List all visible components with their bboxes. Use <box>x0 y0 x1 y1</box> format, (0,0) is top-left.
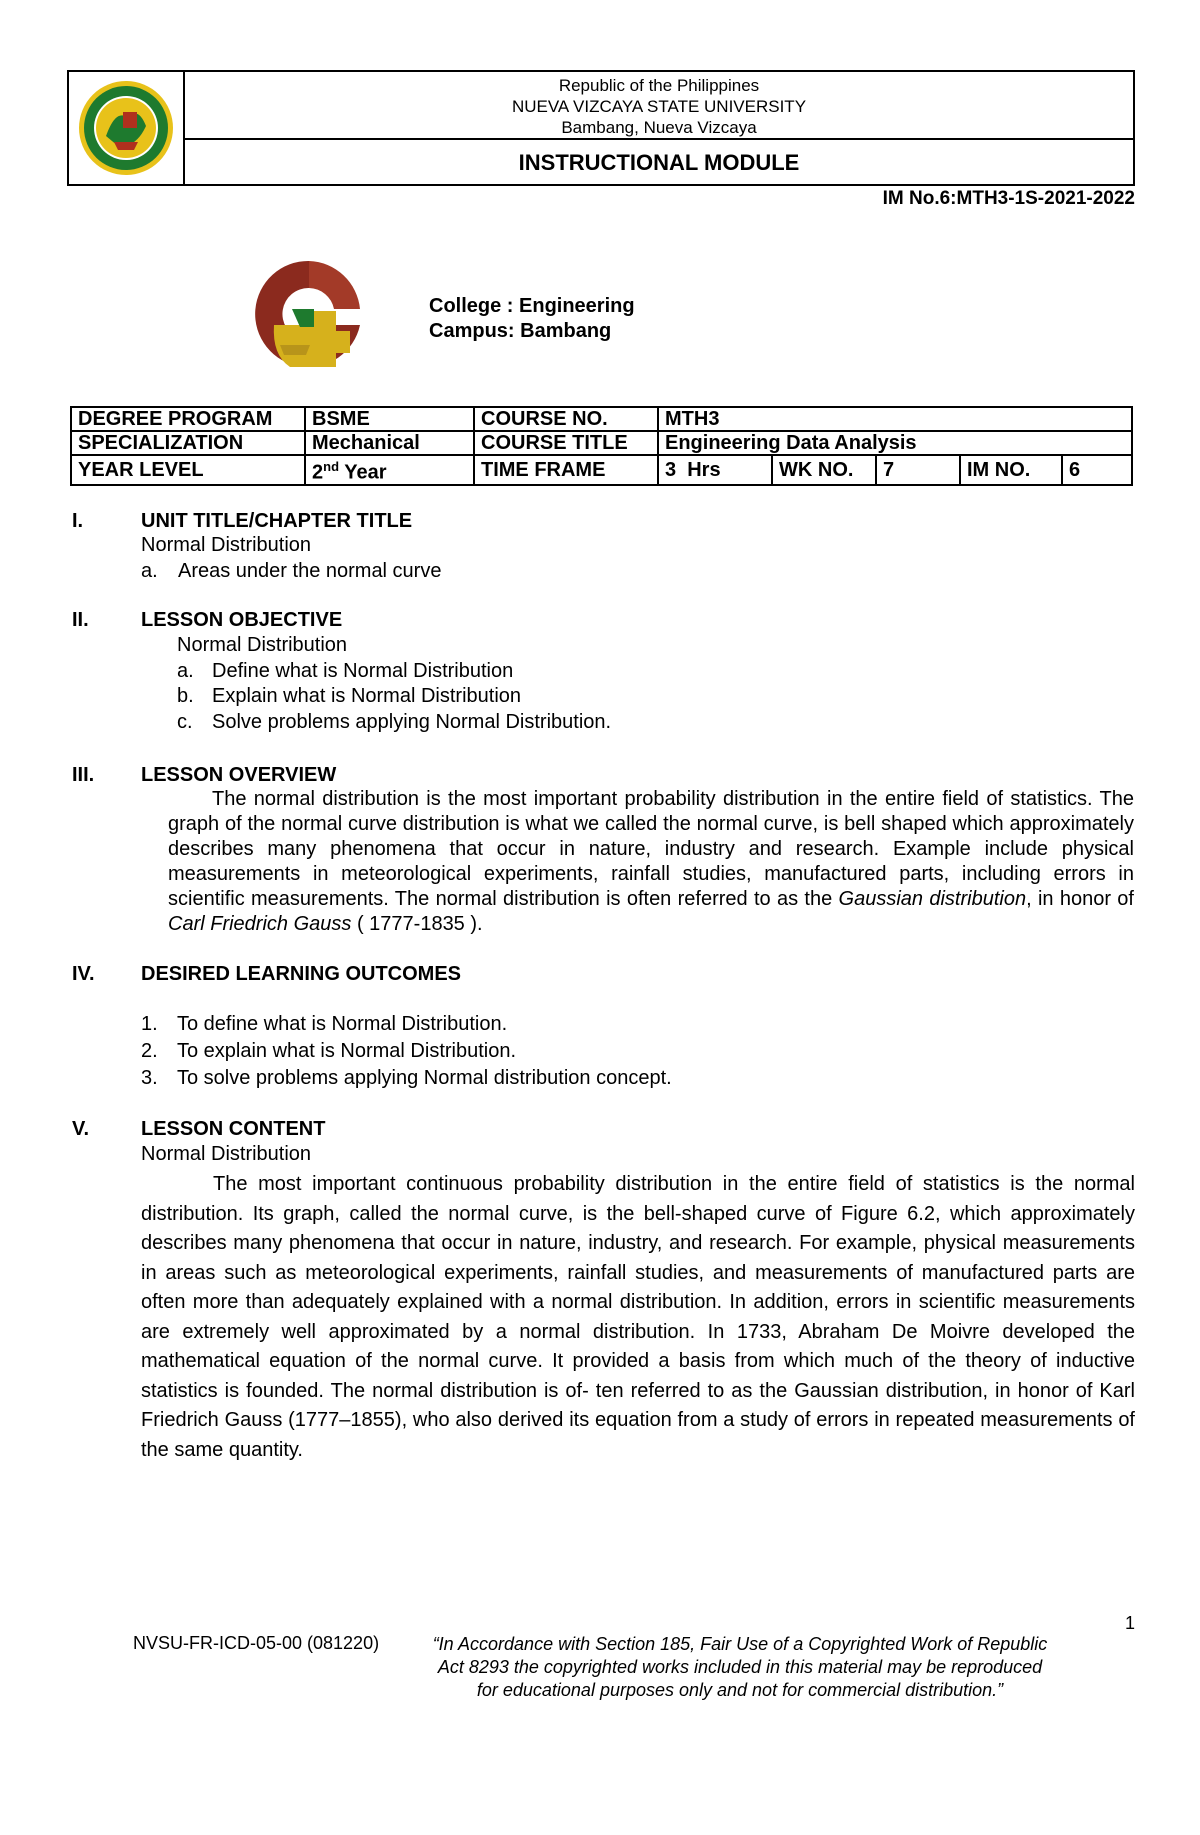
campus-line: Campus: Bambang <box>429 320 612 342</box>
header-box <box>67 70 1135 186</box>
form-code: NVSU-FR-ICD-05-00 (081220) <box>133 1633 380 1653</box>
section-4-number: IV. <box>72 963 95 985</box>
course-title-value: Engineering Data Analysis <box>658 431 1132 455</box>
copyright-note: “In Accordance with Section 185, Fair Use of a Copyrighted Work of Republic Act 8293 the copyrighted works included in this material may be reproduced for educational purposes only and not for commercial distribution.” <box>432 1634 1048 1700</box>
degree-program-label: DEGREE PROGRAM <box>71 407 305 431</box>
header-university-block <box>185 72 1133 140</box>
year-level-sup: nd <box>323 459 340 474</box>
degree-program-value: BSME <box>305 407 474 431</box>
list-item: To define what is Normal Distribution. <box>177 1013 508 1035</box>
specialization-value: Mechanical <box>305 431 474 455</box>
list-item-marker: 2. <box>141 1040 158 1062</box>
time-frame-label: TIME FRAME <box>474 455 658 485</box>
table-row <box>71 407 1132 431</box>
section-2-title: LESSON OBJECTIVE <box>141 609 343 631</box>
university-seal-icon <box>76 78 176 178</box>
section-1-title: UNIT TITLE/CHAPTER TITLE <box>141 510 413 532</box>
section-5-number: V. <box>72 1118 90 1140</box>
section-3-paragraph <box>168 787 1134 937</box>
course-info-table <box>70 406 1133 486</box>
page-number: 1 <box>1125 1613 1136 1633</box>
table-row <box>71 431 1132 455</box>
overview-gauss-name: Carl Friedrich Gauss <box>168 913 352 935</box>
section-2-number: II. <box>72 609 89 631</box>
college-line: College : Engineering <box>429 295 635 317</box>
list-item: Solve problems applying Normal Distribution. <box>212 711 612 733</box>
header-university: NUEVA VIZCAYA STATE UNIVERSITY <box>511 97 807 116</box>
overview-honor: , in honor of <box>1026 888 1134 910</box>
time-frame-value: 3 Hrs <box>658 455 772 485</box>
list-item: Explain what is Normal Distribution <box>212 685 522 707</box>
section-3-number: III. <box>72 764 95 786</box>
list-item-marker: a. <box>177 660 194 682</box>
module-title: INSTRUCTIONAL MODULE <box>518 150 800 175</box>
year-level-value <box>305 455 474 485</box>
header-location: Bambang, Nueva Vizcaya <box>561 118 757 137</box>
logo-cell <box>69 72 185 184</box>
year-level-label: YEAR LEVEL <box>71 455 305 485</box>
course-no-value: MTH3 <box>658 407 1132 431</box>
section-5-paragraph: The most important continuous probability distribution in the entire field of statistics is the normal distribution. Its graph, called the normal curve, is the bell-shaped curve of Figure 6.2, which approximately describes many phenomena that occur in nature, industry, and research. For example, physical measurements in areas such as meteorological experiments, rainfall studies, and measurements of manufactured parts are often more than adequately explained with a normal distribution. In addition, errors in scientific measurements are extremely well approximated by a normal distribution. In 1733, Abraham De Moivre developed the mathematical equation of the normal curve. It provided a basis from which much of the theory of inductive statistics is founded. The normal distribution is of- ten referred to as the Gaussian distribution, in honor of Karl Friedrich Gauss (1777–1855), who also derived its equation from a study of errors in repeated measurements of the same quantity. <box>141 1173 1135 1461</box>
section-1-subtitle: Normal Distribution <box>141 534 312 556</box>
list-item: To explain what is Normal Distribution. <box>177 1040 517 1062</box>
overview-text: The normal distribution is the most important probability distribution in the entire field of statistics. The graph of the normal curve distribution is what we called the normal curve, is bell shaped which approximately describes many phenomena that occur in nature, industry and research. Example include physical measurements in meteorological experiments, rainfall studies, manufactured parts, including errors in scientific measurements. The normal distribution is often referred to as the <box>168 788 1134 910</box>
college-info <box>429 294 635 344</box>
im-number: IM No.6:MTH3-1S-2021-2022 <box>882 188 1135 209</box>
section-1-item: Areas under the normal curve <box>178 560 442 582</box>
list-item-marker: 3. <box>141 1067 158 1089</box>
table-row <box>71 455 1132 485</box>
section-5-title: LESSON CONTENT <box>141 1118 326 1140</box>
year-level-word: Year <box>339 461 387 484</box>
overview-years: ( 1777-1835 ). <box>351 913 483 935</box>
course-title-label: COURSE TITLE <box>474 431 658 455</box>
overview-gaussian: Gaussian distribution <box>838 888 1027 910</box>
section-5-subtitle: Normal Distribution <box>141 1143 312 1165</box>
list-item-marker: b. <box>177 685 194 707</box>
wk-no-label: WK NO. <box>772 455 876 485</box>
list-item-marker: 1. <box>141 1013 158 1035</box>
list-item: Define what is Normal Distribution <box>212 660 514 682</box>
section-2-subtitle: Normal Distribution <box>177 634 348 656</box>
list-item-marker: c. <box>177 711 193 733</box>
wk-no-value: 7 <box>876 455 960 485</box>
header-republic: Republic of the Philippines <box>558 76 760 95</box>
section-1-item-marker: a. <box>141 560 158 582</box>
section-3-title: LESSON OVERVIEW <box>141 764 337 786</box>
section-4-title: DESIRED LEARNING OUTCOMES <box>141 963 462 985</box>
im-no-label: IM NO. <box>960 455 1062 485</box>
specialization-label: SPECIALIZATION <box>71 431 305 455</box>
section-1-number: I. <box>72 510 84 532</box>
year-level-num: 2 <box>312 461 324 484</box>
course-no-label: COURSE NO. <box>474 407 658 431</box>
im-no-value: 6 <box>1062 455 1132 485</box>
list-item: To solve problems applying Normal distribution concept. <box>177 1067 672 1089</box>
college-logo-icon <box>250 255 368 373</box>
